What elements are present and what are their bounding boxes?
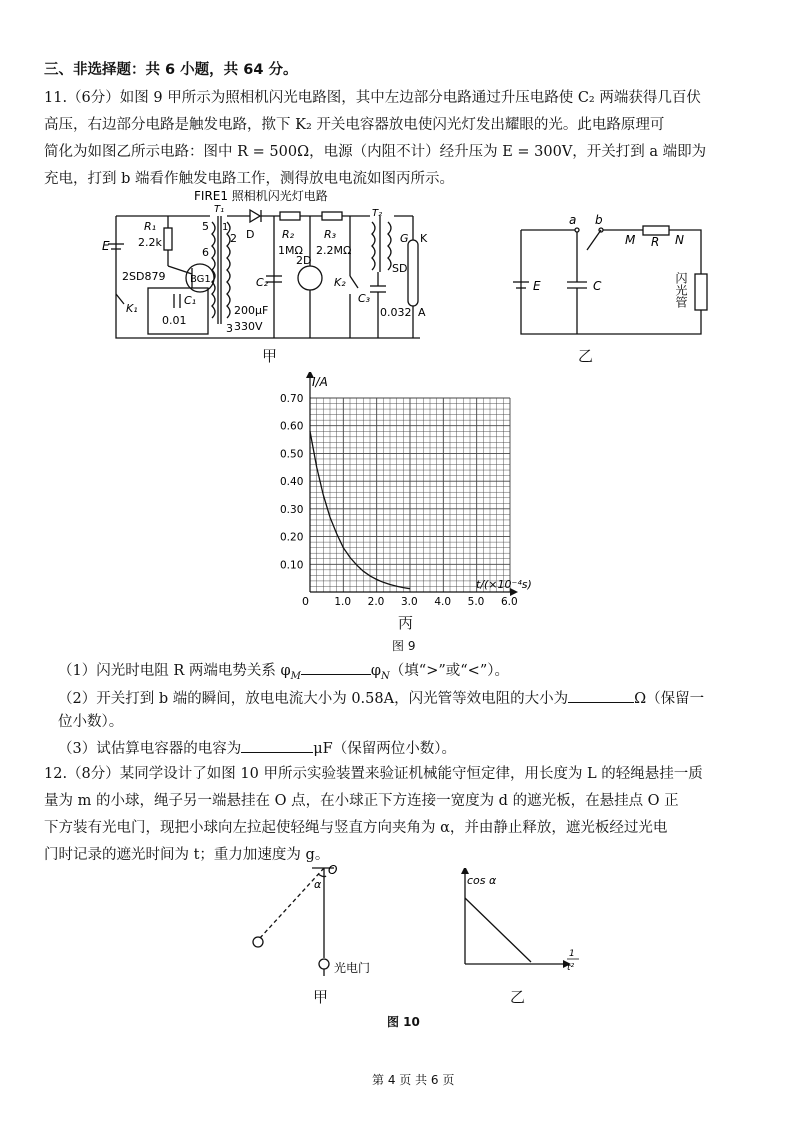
label-photogate: 光电门 <box>334 961 371 975</box>
label-0.01: 0.01 <box>162 314 187 327</box>
x-tick-label: 2.0 <box>367 596 385 608</box>
q11-sub-2: （2）开关打到 b 端的瞬间，放电电流大小为 0.58A，闪光管等效电阻的大小为 Ω（保留一 <box>58 688 704 709</box>
y-tick-label: 0.30 <box>280 503 304 516</box>
q12-line-1: 12.（8分）某同学设计了如图 10 甲所示实验装置来验证机械能守恒定律，用长度为 L 的轻绳悬挂一质 <box>44 766 703 782</box>
y-tick-label: 0.50 <box>280 448 304 461</box>
label-C3: C₃ <box>358 292 371 305</box>
y-axis-label: I/A <box>312 375 328 389</box>
cos-alpha-graph <box>455 868 585 978</box>
label-alpha: α <box>314 878 322 891</box>
label-2.2k: 2.2k <box>138 236 162 249</box>
label-2: 2 <box>230 232 237 245</box>
label-K2: K₂ <box>334 276 346 289</box>
label-BG1: BG1 <box>190 274 211 285</box>
x-tick-label: 1.0 <box>334 596 352 608</box>
y-tick-label: 0.70 <box>280 393 304 405</box>
q11-line-1: 11.（6分）如图 9 甲所示为照相机闪光电路图，其中左边部分电路通过升压电路使 C₂ 两端获得几百伏 <box>44 90 701 106</box>
q12-line-3: 下方装有光电门，现把小球向左拉起使轻绳与竖直方向夹角为 α，并由静止释放，遮光板经过光电 <box>44 820 668 836</box>
q11-line-4: 充电，打到 b 端看作触发电路工作，测得放电电流如图丙所示。 <box>44 171 454 187</box>
figure-9-caption: 图 9 <box>392 639 416 653</box>
label-R2: R₂ <box>282 228 295 241</box>
fig10-yi-caption: 乙 <box>510 988 526 1006</box>
circuit-jia-title: FIRE1 照相机闪光灯电路 <box>194 189 328 203</box>
label-t2: t² <box>567 963 575 973</box>
label-C: C <box>593 279 602 293</box>
label-5: 5 <box>202 220 209 233</box>
fig10-jia-caption: 甲 <box>313 988 329 1006</box>
page-number: 第 4 页 共 6 页 <box>372 1073 455 1087</box>
section-header: 三、非选择题：共 6 小题，共 64 分。 <box>44 62 298 78</box>
label-a: a <box>569 213 577 227</box>
label-E-yi: E <box>533 279 541 293</box>
y-tick-label: 0.40 <box>280 476 304 489</box>
x-tick-label: 4.0 <box>434 596 452 608</box>
q11-line-3: 简化为如图乙所示电路：图中 R = 500Ω，电源（内阻不计）经升压为 E = 300V，开关打到 a 端即为 <box>44 144 707 160</box>
label-T1: T₁ <box>214 204 225 215</box>
origin-label: 0 <box>302 595 309 608</box>
q12-line-4: 门时记录的遮光时间为 t；重力加速度为 g。 <box>44 847 330 863</box>
y-tick-label: 0.60 <box>280 420 304 433</box>
circuit-jia-caption: 甲 <box>262 347 278 365</box>
label-200uF: 200μF <box>234 304 269 317</box>
label-b: b <box>595 213 603 227</box>
x-tick-label: 5.0 <box>467 596 485 608</box>
label-A: A <box>418 306 426 319</box>
label-0.032: 0.032 <box>380 306 412 319</box>
label-cos-alpha: cos α <box>467 874 497 887</box>
label-E: E <box>102 239 110 253</box>
y-tick-label: 0.20 <box>280 531 304 544</box>
q11-line-2: 高压，右边部分电路是触发电路，揿下 K₂ 开关电容器放电使闪光灯发出耀眼的光。此电路原理可 <box>44 117 665 133</box>
pendulum-diagram <box>240 858 400 982</box>
label-6: 6 <box>202 246 209 259</box>
label-1: 1 <box>222 222 229 233</box>
label-M: M <box>625 233 636 247</box>
label-1MΩ: 1MΩ <box>278 244 303 257</box>
answer-blank-2[interactable] <box>568 688 634 703</box>
label-2D: 2D <box>296 254 312 267</box>
label-K1: K₁ <box>126 302 138 315</box>
circuit-jia-diagram <box>100 186 450 346</box>
label-R: R <box>651 235 660 249</box>
q12-line-2: 量为 m 的小球，绳子另一端悬挂在 O 点，在小球正下方连接一宽度为 d 的遮光板，在悬挂点 O 正 <box>44 793 679 809</box>
label-2.2MΩ: 2.2MΩ <box>316 244 352 257</box>
label-C1: C₁ <box>184 294 197 307</box>
label-2SD879: 2SD879 <box>122 270 166 283</box>
label-flash-tube: 闪光管 <box>674 272 688 308</box>
label-N: N <box>675 233 684 247</box>
label-3: 3 <box>226 322 233 335</box>
current-chart <box>270 372 560 612</box>
q11-sub-2-cont: 位小数）。 <box>58 714 124 730</box>
label-G: G <box>400 232 409 245</box>
label-330V: 330V <box>234 320 263 333</box>
current-curve <box>310 431 410 588</box>
x-tick-label: 3.0 <box>401 596 418 608</box>
label-T2: T₂ <box>372 208 383 219</box>
q11-sub-1: （1）闪光时电阻 R 两端电势关系 $\varphi_M$ $\varphi_N$（填“>”或“<”）。 <box>58 660 509 687</box>
label-C2: C₂ <box>256 276 269 289</box>
label-SD: SD <box>392 262 408 275</box>
label-1-over: 1 <box>569 949 575 959</box>
figure-10-caption: 图 10 <box>387 1015 420 1029</box>
circuit-yi-caption: 乙 <box>578 347 594 365</box>
label-K: K <box>420 232 428 245</box>
answer-blank-3[interactable] <box>241 738 313 753</box>
label-D: D <box>246 228 255 241</box>
y-tick-label: 0.10 <box>280 559 304 572</box>
answer-blank-1[interactable] <box>301 660 371 675</box>
q11-sub-3: （3）试估算电容器的电容为 μF（保留两位小数）。 <box>58 738 456 759</box>
label-R1: R₁ <box>144 220 157 233</box>
chart-caption: 丙 <box>398 614 414 632</box>
label-R3: R₃ <box>324 228 337 241</box>
label-O: O <box>328 863 338 877</box>
circuit-yi-diagram <box>505 210 725 340</box>
x-axis-label: t/(×10⁻⁴s) <box>476 578 532 591</box>
x-tick-label: 6.0 <box>501 596 518 608</box>
